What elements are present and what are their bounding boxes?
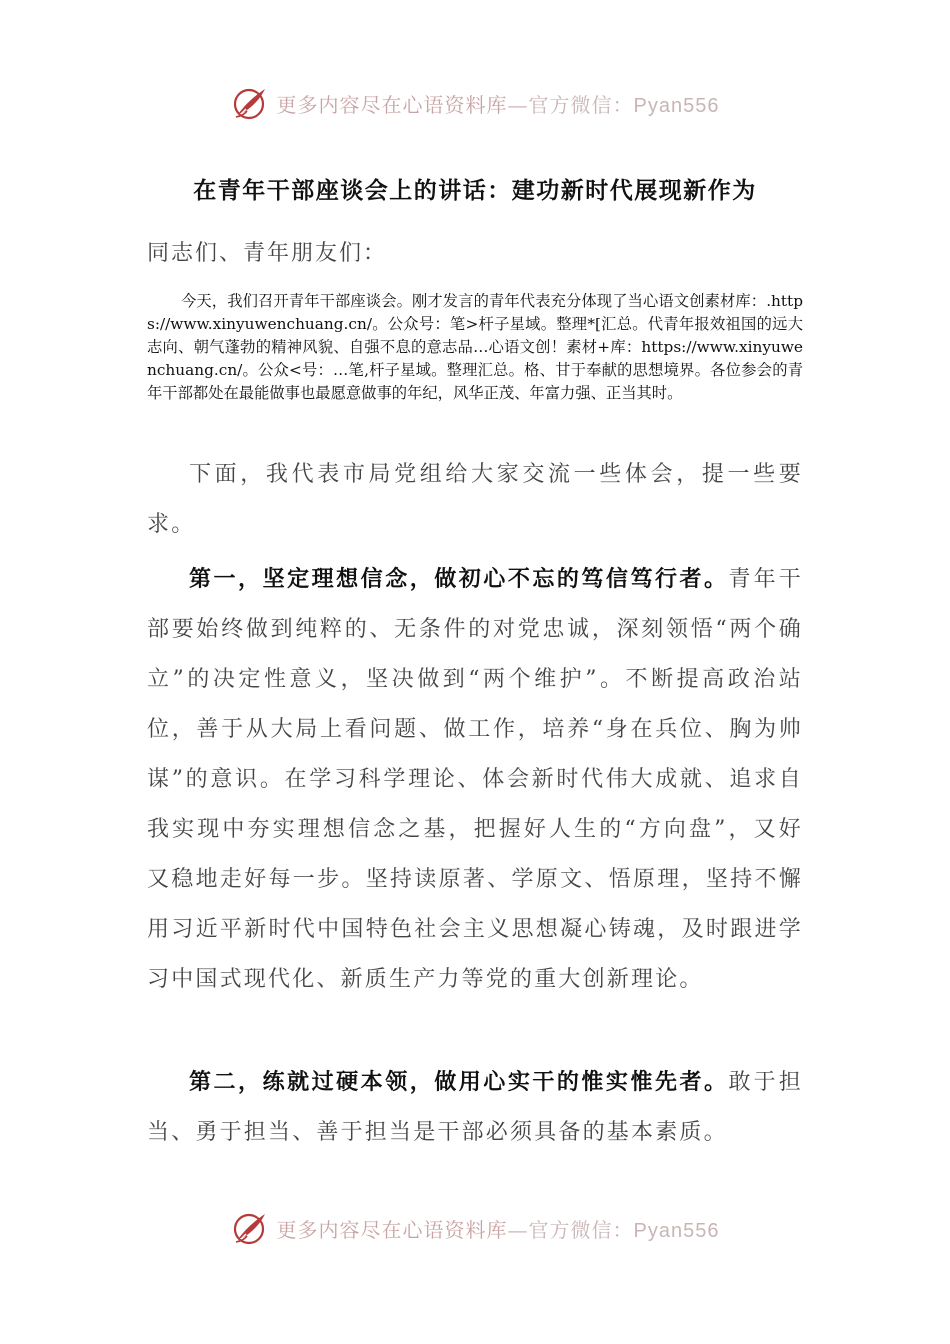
watermark-brand: 更多内容尽在心语资料库: [276, 92, 508, 117]
section-1-text: 青年干部要始终做到纯粹的、无条件的对党忠诚，深刻领悟“两个确立”的决定性意义，坚决做到“两个维护”。不断提高政治站位，善于从大局上看问题、做工作，培养“身在兵位、胸为帅谋”的意识。在学习科学理论、体会新时代伟大成就、追求自我实现中夯实理想信念之基，把握好人生的“方向盘”，又好又稳地走好每一步。坚持读原著、学原文、悟原理，坚持不懈用习近平新时代中国特色社会主义思想凝心铸魂，及时跟进学习中国式现代化、新质生产力等党的重大创新理论。: [147, 567, 803, 992]
section-1-heading: 第一，坚定理想信念，做初心不忘的笃信笃行者。: [189, 567, 729, 592]
quill-pen-seal-icon: [231, 1208, 271, 1248]
quill-pen-seal-icon: [231, 83, 271, 123]
watermark-official-label: 官方微信：: [528, 1217, 634, 1242]
watermark-official-label: 官方微信：: [528, 92, 634, 117]
paragraph-exchange: 下面，我代表市局党组给大家交流一些体会，提一些要求。: [147, 462, 803, 537]
section-2-heading: 第二，练就过硬本领，做用心实干的惟实惟先者。: [189, 1070, 729, 1095]
watermark-handle: Pyan556: [633, 94, 720, 117]
document-title: 在青年干部座谈会上的讲话：建功新时代展现新作为: [193, 178, 757, 204]
greeting-line: 同志们、青年朋友们：: [147, 241, 388, 266]
watermark-text: [277, 1214, 720, 1243]
section-2-text: 敢于担当、勇于担当、善于担当是干部必须具备的基本素质。: [147, 1070, 803, 1145]
footer-watermark-banner: [0, 1203, 950, 1253]
watermark-separator: —: [507, 1217, 529, 1242]
watermark-brand: 更多内容尽在心语资料库: [276, 1217, 508, 1242]
watermark-text: [277, 89, 720, 118]
section-1-paragraph: [147, 555, 803, 1005]
watermark-separator: —: [507, 92, 529, 117]
intro-paragraph: 今天，我们召开青年干部座谈会。刚才发言的青年代表充分体现了当心语文创素材库：.https://www.xinyuwenchuang.cn/。公众号：笔>杆子星域。整理*[汇总。代青年报效祖国的远大志向、朝气蓬勃的精神风貌、自强不息的意志品…心语文创！素材+库：https://www.xinyuwenchuang.cn/。公众<号：…笔,杆子星域。整理汇总。格、甘于奉献的思想境界。各位参会的青年干部都处在最能做事也最愿意做事的年纪，风华正茂、年富力强、正当其时。: [147, 292, 803, 402]
section-2-paragraph: [147, 1058, 803, 1158]
watermark-handle: Pyan556: [633, 1219, 720, 1242]
header-watermark-banner: [0, 78, 950, 128]
